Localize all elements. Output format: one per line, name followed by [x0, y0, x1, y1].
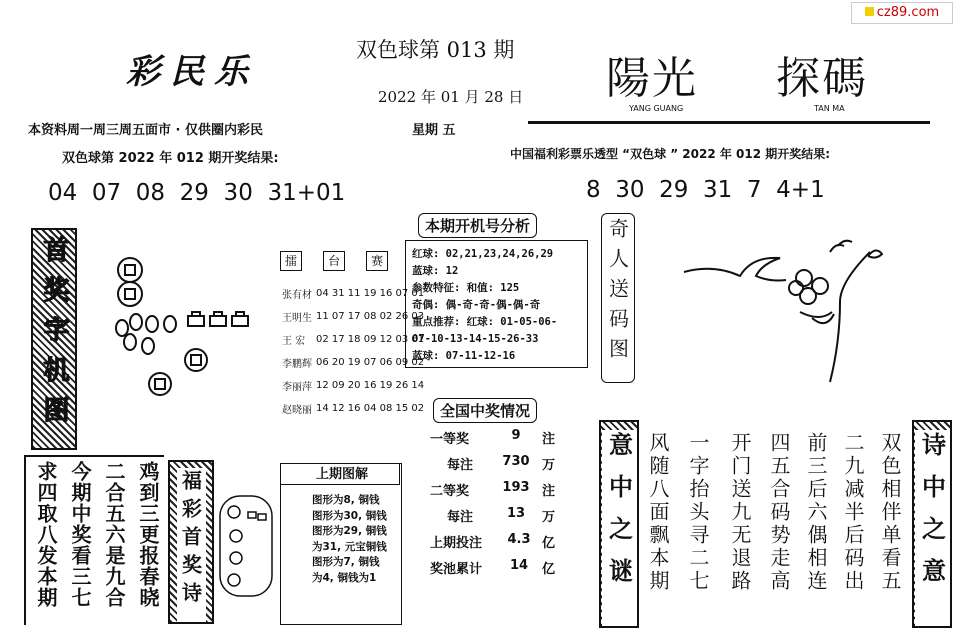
poem-left: [24, 455, 164, 625]
last-diagram-title: 上期图解: [280, 463, 400, 485]
last-diagram-line: 为31, 元宝铜钱: [312, 540, 387, 553]
arena-name: 张有材: [282, 290, 312, 301]
analysis-line: 参数特征: 和值: 125: [412, 282, 520, 294]
arena-name: 王明生: [282, 313, 312, 324]
poem-column: 今期中奖看三七: [68, 461, 92, 608]
issue-date: 2022 年 01 月 28 日: [378, 88, 524, 106]
poem-column: 开门送九无退路: [728, 432, 752, 593]
prize-unit: 注: [542, 484, 556, 499]
prize-value: 4.3: [507, 532, 531, 547]
watermark-logo-icon: [865, 7, 874, 16]
side-banner-right-text: 诗中之意: [915, 430, 950, 626]
poem-column: 双色相伴单看五: [878, 432, 902, 593]
left-banner-text: 首奖字机图: [39, 236, 69, 436]
prize-label: 一等奖: [430, 432, 470, 447]
poem-column: 一字抬头寻二七: [686, 432, 710, 593]
last-diagram-line: 为4, 铜钱为1: [312, 571, 377, 584]
arena-nums: 11 07 17 08 02 26 03: [316, 311, 425, 322]
table-row: [430, 506, 570, 532]
notice-text: 本资料周一周三周五面市 · 仅供圈内彩民: [28, 123, 263, 138]
arena-header-cell: 擂: [280, 251, 302, 271]
left-banner: [31, 228, 77, 450]
prize-unit: 亿: [542, 562, 556, 577]
side-banner-left-text: 意中之谜: [602, 430, 637, 626]
right-result-numbers: 8 30 29 31 7 4+1: [586, 177, 825, 203]
arena-nums: 04 31 11 19 16 07 01: [316, 288, 425, 299]
qiren-banner: [601, 213, 635, 383]
prize-value: 14: [509, 558, 529, 573]
brand-right-pinyin-a: YANG GUANG: [629, 104, 684, 113]
table-row: [430, 532, 570, 558]
prize-label: 每注: [446, 510, 473, 525]
prize-label: 奖池累计: [430, 562, 483, 577]
prize-title: 全国中奖情况: [433, 398, 537, 423]
prize-unit: 万: [542, 510, 556, 525]
site-watermark[interactable]: [851, 2, 953, 24]
last-diagram-line: 图形为7, 铜钱: [312, 556, 380, 568]
issue-title: 双色球第 013 期: [356, 38, 515, 62]
table-row: [280, 374, 426, 397]
bird-branch-illustration: [680, 222, 890, 392]
prize-unit: 亿: [542, 536, 556, 551]
table-row: [430, 558, 570, 584]
arena-name: 王 宏: [282, 336, 306, 347]
arena-header-cell: 赛: [366, 251, 388, 271]
prize-unit: 万: [542, 458, 556, 473]
arena-nums: 02 17 18 09 12 03 01: [316, 334, 425, 345]
coins-illustration: [104, 252, 264, 402]
prize-label: 二等奖: [430, 484, 470, 499]
poem-column: 二九减半后码出: [841, 432, 865, 593]
table-row: [280, 397, 426, 420]
side-banner-right: [912, 420, 952, 628]
prize-value: 730: [502, 454, 530, 469]
side-banner-left: [599, 420, 639, 628]
poem-column: 二合五六是九合: [102, 461, 126, 608]
prize-value: 193: [502, 480, 530, 495]
analysis-box: [405, 240, 588, 368]
table-row: [430, 454, 570, 480]
last-diagram-line: 图形为8, 铜钱: [312, 494, 380, 506]
left-result-caption: 双色球第 2022 年 012 期开奖结果:: [62, 151, 279, 166]
arena-nums: 14 12 16 04 08 15 02: [316, 403, 425, 414]
prize-value: 9: [511, 428, 521, 443]
arena-nums: 12 09 20 16 19 26 14: [316, 380, 425, 391]
arena-header-cell: 台: [323, 251, 345, 271]
right-poems: [640, 420, 908, 624]
right-result-caption: 中国福利彩票乐透型 “双色球 ” 2022 年 012 期开奖结果:: [510, 147, 831, 161]
fucai-banner-text: 福彩首奖诗: [177, 468, 206, 622]
qiren-banner-text: 奇人送码图: [605, 218, 630, 368]
table-row: [430, 428, 570, 454]
table-row: [430, 480, 570, 506]
brand-left: 彩民乐: [126, 52, 258, 92]
brand-right-pinyin-b: TAN MA: [814, 104, 845, 113]
poem-column: 风随八面飘本期: [646, 432, 670, 593]
analysis-title: 本期开机号分析: [418, 213, 537, 238]
poem-column: 鸡到三更报春晓: [136, 461, 160, 608]
analysis-line: 蓝球: 07-11-12-16: [412, 350, 516, 362]
brand-right-b: 探碼: [776, 53, 868, 104]
prize-unit: 注: [542, 432, 556, 447]
analysis-line: 重点推荐: 红球: 01-05-06-: [412, 316, 558, 328]
poem-column: 前三后六偶相连: [804, 432, 828, 593]
arena-name: 李鹏辉: [282, 359, 312, 370]
brand-right-a: 陽光: [606, 53, 698, 104]
arena-name: 李丽萍: [282, 382, 312, 393]
left-result-numbers: 04 07 08 29 30 31+01: [48, 180, 346, 206]
header-rule: [528, 121, 930, 124]
analysis-line: 07-10-13-14-15-26-33: [412, 333, 539, 345]
watermark-text: cz89.com: [876, 5, 940, 20]
arena-name: 赵晓丽: [282, 405, 312, 416]
analysis-line: 蓝球: 12: [412, 265, 459, 277]
poem-column: 求四取八发本期: [34, 461, 58, 608]
prize-label: 每注: [446, 458, 473, 473]
prize-label: 上期投注: [430, 536, 483, 551]
analysis-line: 红球: 02,21,23,24,26,29: [412, 248, 554, 260]
prize-table: [430, 428, 570, 584]
last-diagram-illustration: [216, 492, 280, 602]
weekday-text: 星期 五: [412, 123, 456, 138]
arena-nums: 06 20 19 07 06 09 02: [316, 357, 425, 368]
last-diagram-line: 图形为29, 铜钱: [312, 525, 387, 537]
last-diagram-text: [312, 493, 387, 586]
last-diagram-line: 图形为30, 铜钱: [312, 509, 387, 522]
analysis-line: 奇偶: 偶-奇-奇-偶-偶-奇: [412, 299, 541, 311]
prize-value: 13: [506, 506, 526, 521]
poem-column: 四五合码势走高: [767, 432, 791, 593]
fucai-banner: [168, 460, 214, 624]
arena-header: [280, 250, 388, 271]
